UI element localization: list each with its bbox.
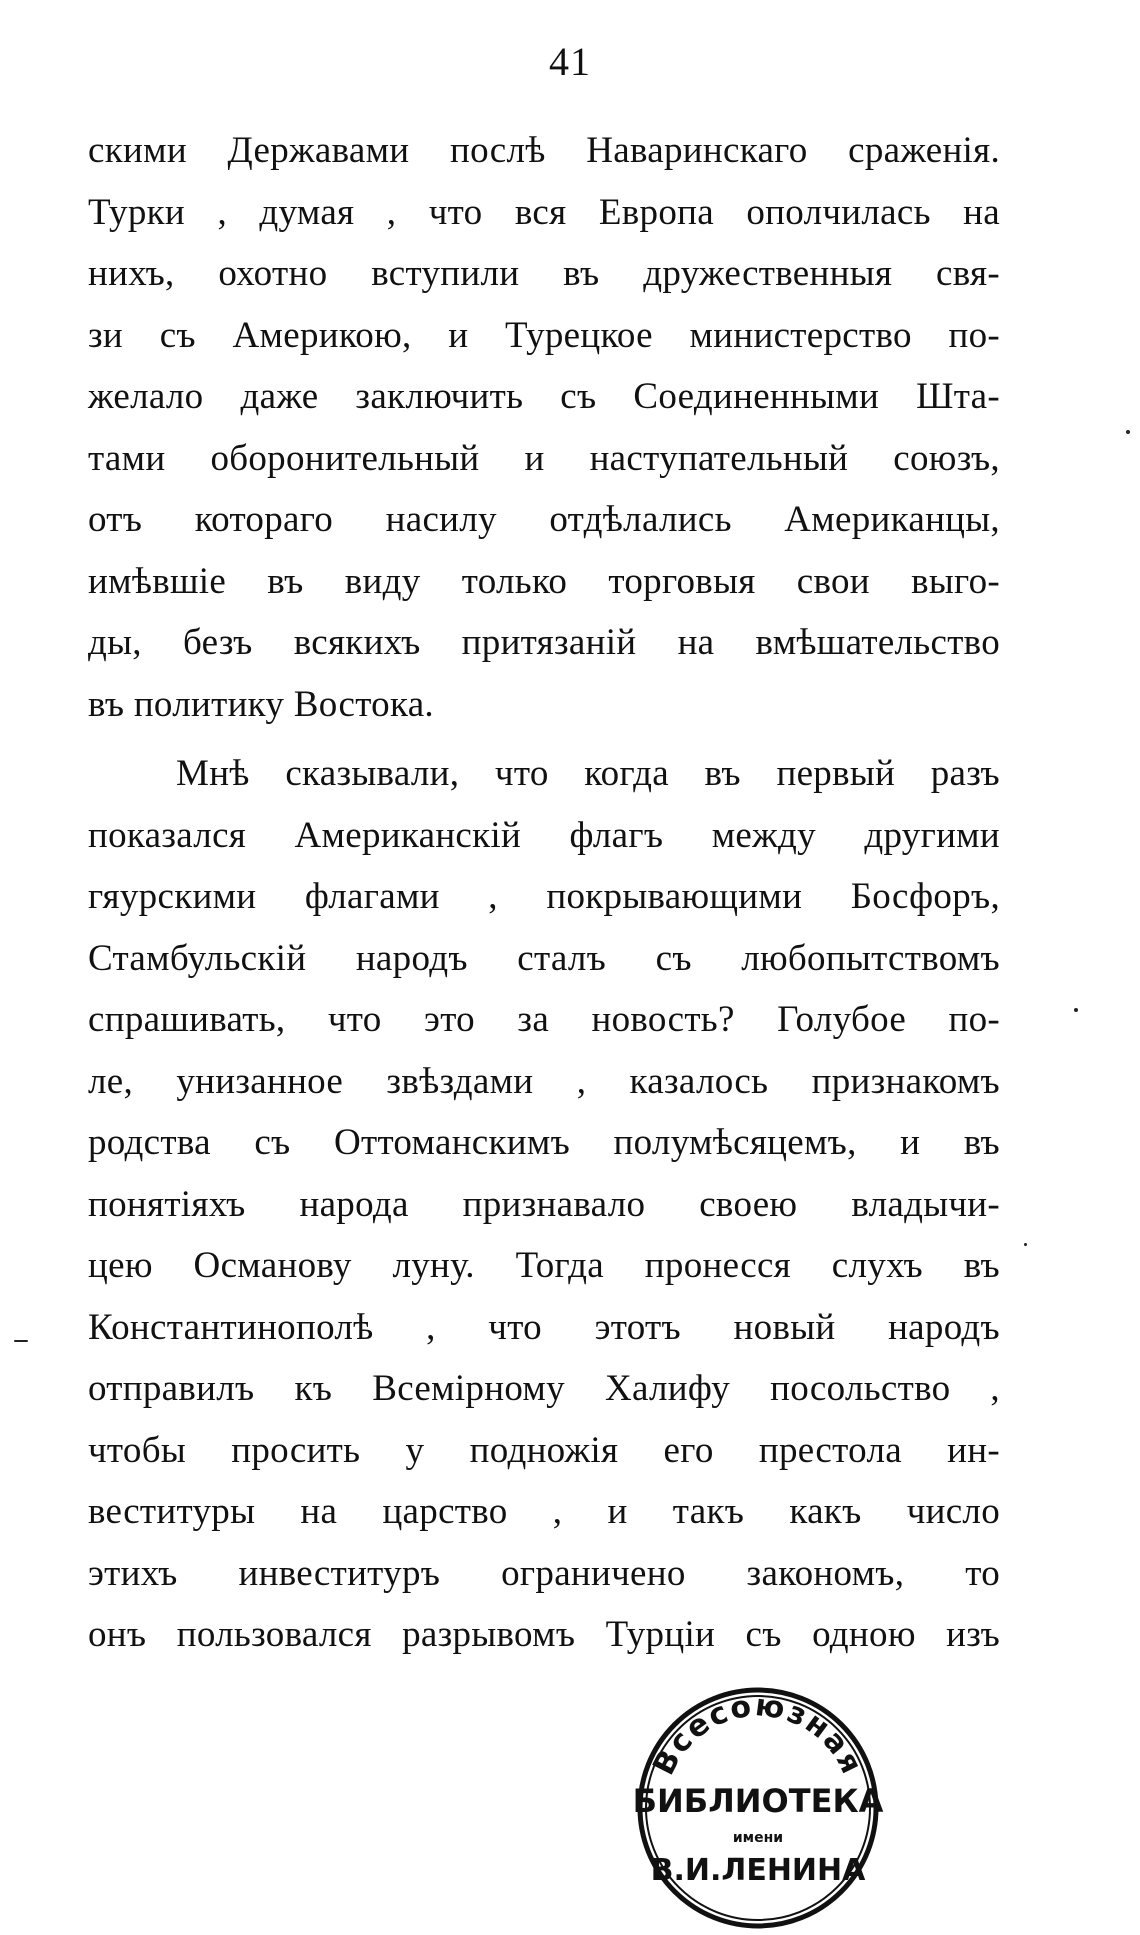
- text-line: отправилъ къ Всемірному Халифу посольство ,: [88, 1368, 1000, 1409]
- scan-speck: [1074, 1008, 1078, 1012]
- stamp-bottom-text: В.И.ЛЕНИНА: [650, 1853, 866, 1888]
- text-line: Мнѣ сказывали, что когда въ первый разъ: [176, 753, 1000, 794]
- text-line: имѣвшіе въ виду только торговыя свои выго-: [88, 560, 1000, 602]
- text-line: гяурскими флагами , покрывающими Босфоръ,: [88, 876, 1000, 917]
- text-line: веституры на царство , и такъ какъ число: [88, 1491, 1000, 1532]
- library-stamp: [628, 1670, 888, 1930]
- text-line: ды, безъ всякихъ притязаній на вмѣшательство: [88, 622, 1000, 663]
- text-line: скими Державами послѣ Наваринскаго сраженія.: [88, 130, 1000, 171]
- text-line: отъ котораго насилу отдѣлались Американцы,: [88, 499, 1000, 540]
- text-line: тами оборонительный и наступательный союзъ,: [88, 437, 1000, 479]
- stamp-middle-text: БИБЛИОТЕКА: [632, 1782, 884, 1820]
- body-text: [88, 120, 1000, 1666]
- stamp-small-text: имени: [732, 1830, 784, 1846]
- text-line: нихъ, охотно вступили въ дружественныя свя-: [88, 253, 1000, 294]
- text-line: чтобы просить у подножія его престола ин-: [88, 1429, 1000, 1471]
- text-line: цею Османову луну. Тогда пронесся слухъ въ: [88, 1245, 1000, 1286]
- text-line: желало даже заключить съ Соединенными Шта-: [88, 376, 1000, 417]
- stamp-seal-icon: [628, 1670, 888, 1930]
- text-line: зи съ Америкою, и Турецкое министерство по-: [88, 314, 1000, 356]
- text-line: ле, унизанное звѣздами , казалось признакомъ: [88, 1060, 1000, 1102]
- page-number: 41: [549, 39, 591, 84]
- paragraph-1: [88, 120, 1000, 735]
- text-line: этихъ инвеституръ ограничено закономъ, то: [88, 1552, 1000, 1594]
- text-line: Турки , думая , что вся Европа ополчилась на: [88, 191, 1000, 233]
- text-line: спрашивать, что это за новость? Голубое по-: [88, 999, 1000, 1040]
- text-line: Константинополѣ , что этотъ новый народъ: [88, 1306, 1000, 1348]
- text-line: онъ пользовался разрывомъ Турціи съ одною изъ: [88, 1614, 1000, 1655]
- text-line: понятіяхъ народа признавало своею владычи-: [88, 1183, 1000, 1225]
- text-line: показался Американскій флагъ между другими: [88, 814, 1000, 856]
- svg-text:Всесоюзная: [646, 1688, 869, 1781]
- scan-speck: [1126, 430, 1130, 434]
- scan-speck: [1024, 1243, 1027, 1246]
- text-line: родства съ Оттоманскимъ полумѣсяцемъ, и въ: [88, 1122, 1000, 1163]
- text-line: въ политику Востока.: [88, 683, 434, 725]
- scan-speck: [14, 1340, 28, 1342]
- stamp-top-text: Всесоюзная: [646, 1687, 870, 1781]
- paragraph-2: [88, 743, 1000, 1666]
- text-line: Стамбульскій народъ сталъ съ любопытствомъ: [88, 937, 1000, 979]
